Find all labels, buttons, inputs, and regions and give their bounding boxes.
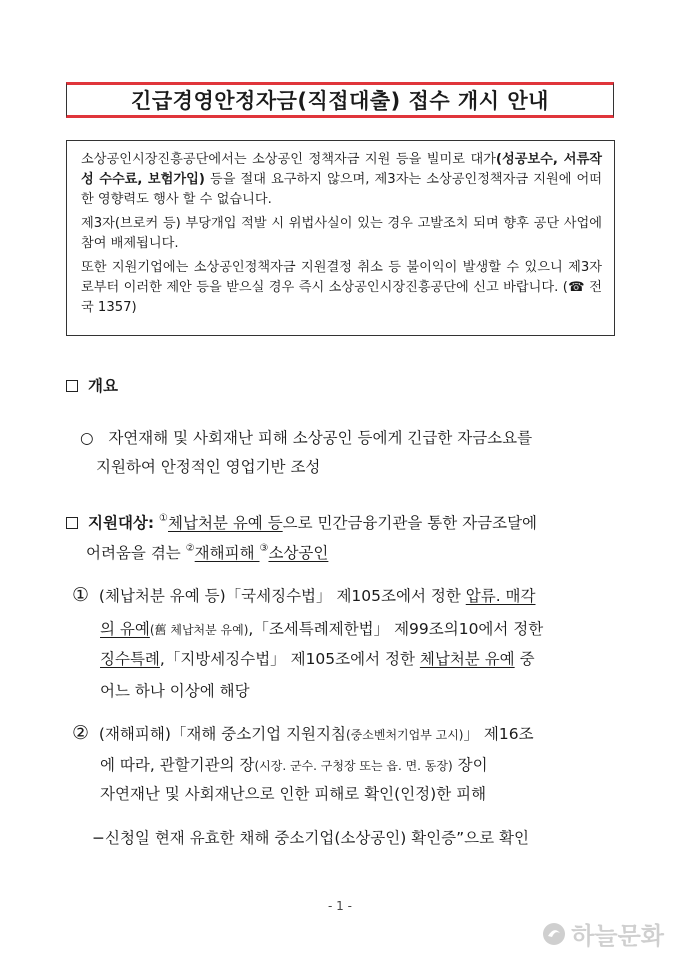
item-text-small: (시장. 군수. 구청장 또는 읍. 면. 동장) [254,759,453,773]
item-text: 에 따라, 관할기관의 장 [100,756,255,774]
item-2-marker: ② [72,722,90,744]
notice-paragraph-3 [81,258,602,318]
title-text: 긴급경영안정자금(직접대출) 접수 개시 안내 [131,89,549,113]
item-text: ,「조세특례제한법」 제99조의10에서 정한 [248,620,544,638]
warning-notice-box [66,140,615,336]
marker-3: ③ [259,543,269,554]
target-text: 어려움을 겪는 [86,544,186,562]
item-1-line-1 [72,584,536,606]
target-label: 지원대상: [88,514,155,532]
overview-heading [66,374,118,396]
notice-title [66,82,614,118]
overview-text: 자연재해 및 사회재난 피해 소상공인 등에게 긴급한 자금소요를 [108,429,533,447]
notice-paragraph-1 [81,150,602,210]
item-text-underlined: 압류. 매각 [465,587,536,605]
item-text: 장이 [452,756,488,774]
target-text-underlined: 소상공인 [268,544,329,562]
item-2-line-1 [72,722,534,744]
notice-text: 등을 절대 요구하지 않으며, 제3자는 소상공인정책자금 지원에 어떠한 영향력도 행사 할 수 없습니다. [81,172,602,207]
item-text: (재해피해)「재해 중소기업 지원지침 [98,725,346,743]
item-2-line-4: −신청일 현재 유효한 채해 중소기업(소상공인) 확인증”으로 확인 [92,829,530,847]
watermark-logo [541,916,664,951]
item-2-line-3: 자연재난 및 사회재난으로 인한 피해로 확인(인정)한 피해 [100,785,487,803]
item-1-line-4: 어느 하나 이상에 해당 [100,682,250,700]
item-text-underlined: 징수특례 [100,650,160,668]
checkbox-square-icon [66,517,78,529]
item-text-underlined: 체납처분 유예 [419,650,515,668]
target-line-1 [66,511,537,533]
notice-text: 또한 지원기업에는 소상공인정책자금 지원결정 취소 등 불이익이 발생할 수 있으니 제3자로부터 이러한 제안 등을 받으실 경우 즉시 소상공인시장진흥공단에 신고 바랍니다. ( [81,260,602,295]
overview-heading-text: 개요 [88,377,118,395]
overview-line-2: 지원하여 안정적인 영업기반 조성 [96,458,321,476]
item-text: ,「지방세징수법」 제105조에서 정한 [159,650,420,668]
item-1-marker: ① [72,584,90,606]
watermark-text: 하늘문화 [571,922,664,950]
target-text: 으로 민간금융기관을 통한 자금조달에 [282,514,538,532]
target-text-underlined: 체납처분 유예 등 [168,514,283,532]
circle-bullet-icon: ○ [80,429,94,447]
item-text-underlined: 의 유예 [100,620,150,638]
notice-paragraph-2: 제3자(브로커 등) 부당개입 적발 시 위법사실이 있는 경우 고발조치 되며 향후 공단 사업에 참여 배제됩니다. [81,216,602,251]
item-1-line-2 [100,617,543,639]
notice-text: 소상공인시장진흥공단에서는 소상공인 정책자금 지원 등을 빌미로 대가 [81,152,496,167]
item-text: 」 제16조 [463,725,534,743]
item-text-small: (중소벤처기업부 고시) [345,728,464,742]
overview-line-1 [80,426,532,448]
marker-2: ② [185,543,195,554]
item-1-line-3 [100,647,535,669]
notice-bold-text: (성공보수, 서류작성 수수료, 보험가입) [81,152,602,187]
target-text-underlined: 재해피해 [194,544,260,562]
marker-1: ① [159,513,168,524]
watermark-swirl-icon [541,921,567,947]
page-number: - 1 - [328,899,352,913]
checkbox-square-icon [66,380,78,392]
phone-icon: ☎ [567,280,585,295]
item-text: (체납처분 유예 등)「국세징수법」 제105조에서 정한 [98,587,466,605]
item-text: 중 [514,650,535,668]
notice-text: 전국 1357) [81,280,602,315]
item-text-small: (舊 체납처분 유예) [149,623,249,637]
item-2-line-2 [100,753,488,775]
target-line-2 [86,541,328,563]
